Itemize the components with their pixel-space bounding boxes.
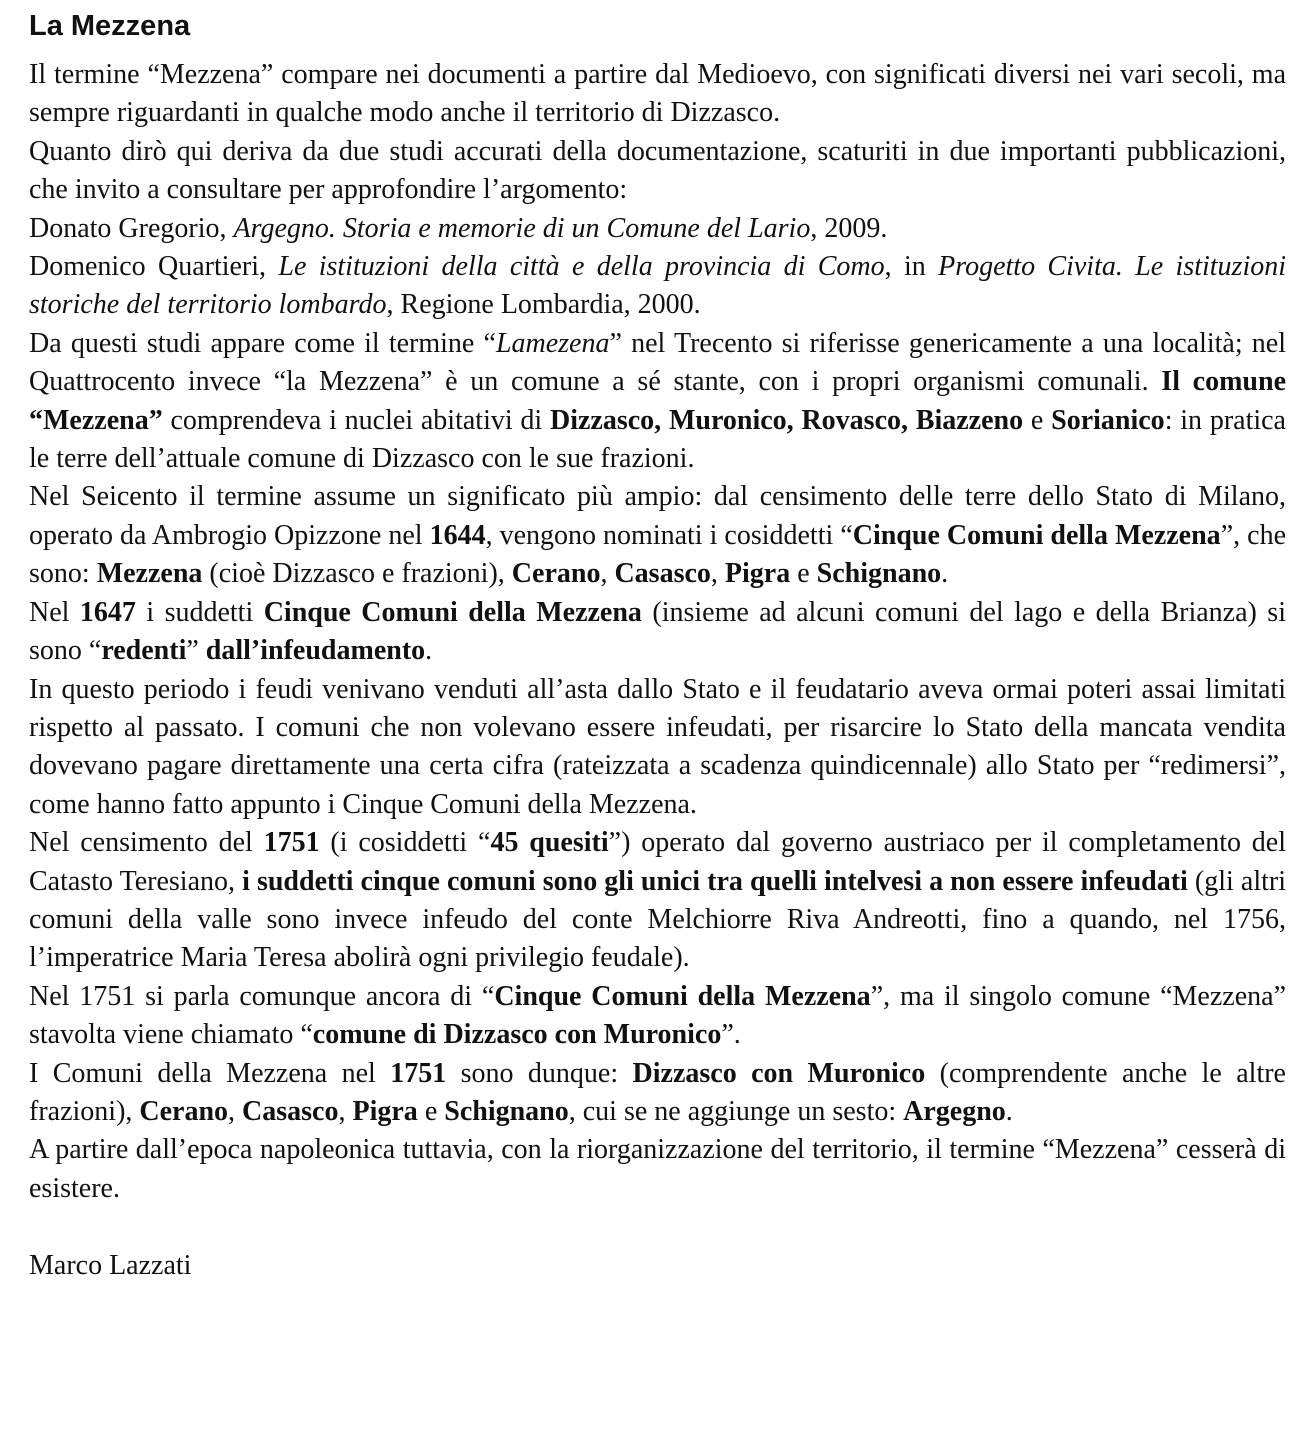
bold-text: Pigra — [352, 1095, 418, 1127]
paragraph — [29, 1131, 1286, 1208]
paragraph — [29, 978, 1286, 1055]
bold-text: comune di Dizzasco con Muronico — [312, 1019, 722, 1051]
italic-text: Le istituzioni della città e della provincia di Como — [278, 251, 885, 283]
text-run: comprendeva i nuclei abitativi di — [162, 404, 550, 436]
text-run: , vengono nominati i cosiddetti “ — [485, 519, 853, 551]
text-run: ” nel Trecento si riferisse genericamente a una località; nel Quattrocento invece “la Mezzena” è un comune a sé stante, con i propri organismi comunali. — [29, 327, 1286, 398]
text-run: Nel Seicento il termine assume un significato più ampio: dal censimento delle terre dello Stato di Milano, operato da Ambrogio Opizzone nel — [29, 481, 1286, 551]
bold-text: 1647 — [79, 596, 136, 628]
bold-text: Schignano — [816, 558, 942, 590]
italic-text: Lamezena — [495, 327, 610, 359]
text-run: In questo periodo i feudi venivano venduti all’asta dallo Stato e il feudatario aveva ormai poteri assai limitati rispetto al passato. I comuni che non volevano essere infeudati, per risarcire lo Stato della mancata vendita dovevano pagare direttamente una certa cifra (rateizzata a scadenza quindicennale) allo Stato per “redimersi”, come hanno fatto appunto i Cinque Comuni della Mezzena. — [29, 673, 1286, 820]
paragraph — [29, 1055, 1286, 1132]
bold-text: Cinque Comuni della Mezzena — [263, 596, 642, 628]
blank-line — [29, 1208, 1286, 1246]
text-run: i suddetti — [135, 596, 264, 628]
bold-text: 45 quesiti — [490, 827, 609, 859]
bold-text: Cerano — [511, 558, 601, 590]
document-title: La Mezzena — [29, 10, 191, 42]
bold-text: Cerano — [139, 1095, 229, 1127]
text-run: , cui se ne aggiunge un sesto: — [568, 1095, 904, 1127]
bold-text: Pigra — [724, 558, 791, 590]
bold-text: Schignano — [444, 1095, 569, 1127]
text-run: ”. — [721, 1019, 741, 1051]
text-run: I Comuni della Mezzena nel — [29, 1057, 391, 1089]
text-run: , 2009. — [810, 212, 888, 244]
paragraph — [29, 133, 1286, 210]
italic-text: Progetto Civita. Le istituzioni storiche del territorio lombardo — [29, 251, 1287, 321]
bold-text: i suddetti cinque comuni sono gli unici tra quelli intelvesi a non essere infeudati — [242, 865, 1188, 897]
text-run: ” — [186, 635, 206, 667]
text-run: , — [338, 1095, 353, 1127]
bold-text: Mezzena — [96, 558, 203, 590]
text-run: (cioè Dizzasco e frazioni), — [202, 558, 512, 590]
text-run: (insieme ad alcuni comuni del lago e della Brianza) si sono “ — [29, 596, 1286, 667]
bold-text: Dizzasco, Muronico, Rovasco, Biazzeno — [550, 404, 1024, 436]
italic-text: Argegno. Storia e memorie di un Comune del Lario — [233, 212, 811, 244]
bold-text: redenti — [101, 635, 187, 667]
paragraph — [29, 594, 1286, 671]
bold-text: Argegno — [903, 1095, 1006, 1127]
bold-text: 1644 — [429, 519, 486, 551]
text-run: Nel 1751 si parla comunque ancora di “ — [29, 980, 495, 1012]
bold-text: Il comune “Mezzena” — [29, 366, 1286, 436]
text-run: , — [600, 558, 615, 590]
bold-text: dall’infeudamento — [205, 635, 426, 667]
text-run: : in pratica le terre dell’attuale comune di Dizzasco con le sue frazioni. — [29, 404, 1286, 475]
text-run: (gli altri comuni della valle sono invece infeudo del conte Melchiorre Riva Andreotti, fino a quando, nel 1756, l’imperatrice Maria Teresa abolirà ogni privilegio feudale). — [29, 865, 1286, 974]
text-run: Nel censimento del — [29, 827, 264, 859]
text-run: . — [425, 635, 433, 667]
text-run: Il termine “Mezzena” compare nei documenti a partire dal Medioevo, con significati diversi nei vari secoli, ma sempre riguardanti in qualche modo anche il territorio di Dizzasco. — [29, 59, 1286, 129]
text-run: Donato Gregorio, — [29, 212, 234, 244]
text-run: A partire dall’epoca napoleonica tuttavia, con la riorganizzazione del territorio, il termine “Mezzena” cesserà di esistere. — [29, 1134, 1286, 1204]
paragraph — [29, 671, 1286, 825]
paragraph — [29, 248, 1286, 325]
paragraph — [29, 56, 1286, 133]
text-run: e — [790, 558, 817, 590]
bold-text: Casasco — [614, 558, 711, 590]
text-run: e — [417, 1095, 445, 1127]
bold-text: 1751 — [390, 1057, 447, 1089]
text-run: sono dunque: — [446, 1057, 633, 1089]
text-run: . — [1005, 1095, 1013, 1127]
text-run: Quanto dirò qui deriva da due studi accurati della documentazione, scaturiti in due importanti pubblicazioni, che invito a consultare per approfondire l’argomento: — [29, 135, 1286, 206]
text-run: Domenico Quartieri, — [29, 251, 279, 283]
text-run: ”, ma il singolo comune “Mezzena” stavolta viene chiamato “ — [29, 980, 1286, 1051]
text-run: , — [228, 1095, 243, 1127]
paragraph — [29, 210, 1286, 248]
author-signature: Marco Lazzati — [29, 1249, 192, 1281]
text-run: (comprendente anche le altre frazioni), — [29, 1057, 1286, 1127]
text-run: Da questi studi appare come il termine “ — [29, 327, 496, 359]
bold-text: Dizzasco con Muronico — [632, 1057, 926, 1089]
text-run: Nel — [29, 596, 80, 628]
bold-text: 1751 — [263, 827, 320, 859]
paragraph — [29, 325, 1286, 479]
paragraph — [29, 824, 1286, 978]
document-body — [29, 56, 1286, 1285]
text-run: . — [941, 558, 949, 590]
text-run: , Regione Lombardia, 2000. — [386, 289, 701, 321]
document-page — [29, 6, 1286, 1285]
text-run: , in — [884, 251, 939, 283]
paragraph-list — [29, 56, 1286, 1208]
text-run: ”, che sono: — [29, 519, 1286, 590]
bold-text: Casasco — [242, 1095, 339, 1127]
text-run: ”) operato dal governo austriaco per il completamento del Catasto Teresiano, — [29, 827, 1287, 897]
bold-text: Cinque Comuni della Mezzena — [852, 519, 1221, 551]
paragraph — [29, 478, 1286, 593]
bold-text: Cinque Comuni della Mezzena — [494, 980, 871, 1012]
bold-text: Sorianico — [1051, 404, 1165, 436]
text-run: (i cosiddetti “ — [319, 827, 491, 859]
text-run: e — [1023, 404, 1052, 436]
text-run: , — [710, 558, 725, 590]
